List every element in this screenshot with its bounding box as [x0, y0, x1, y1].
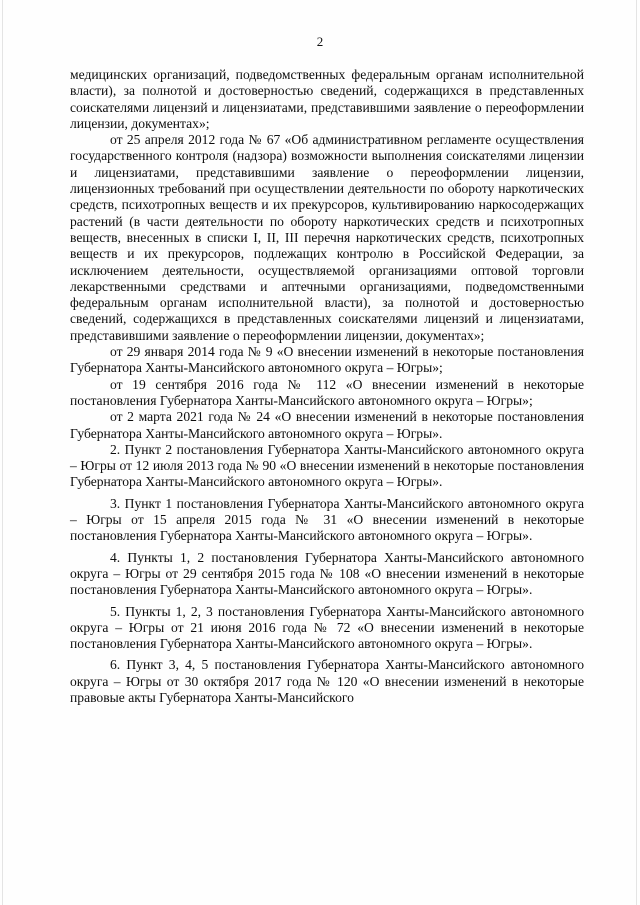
page-edge-left — [2, 0, 3, 905]
paragraph-decree-24: от 2 марта 2021 года № 24 «О внесении изменений в некоторые постановления Губернатора Ханты-Мансийского автономного округа – Югры». — [70, 409, 584, 441]
page-number: 2 — [316, 34, 324, 49]
document-body — [70, 67, 584, 706]
paragraph-item-2: 2. Пункт 2 постановления Губернатора Ханты-Мансийского автономного округа – Югры от 12 июля 2013 года № 90 «О внесении изменений в некоторые постановления Губернатора Ханты-Мансийского автономного округа – Югры». — [70, 441, 584, 490]
paragraph-decree-9: от 29 января 2014 года № 9 «О внесении изменений в некоторые постановления Губернатора Ханты-Мансийского автономного округа – Югры»; — [70, 344, 584, 376]
paragraph-item-3: 3. Пункт 1 постановления Губернатора Ханты-Мансийского автономного округа – Югры от 15 апреля 2015 года № 31 «О внесении изменений в некоторые постановления Губернатора Ханты-Мансийского автономного округа – Югры». — [70, 495, 584, 544]
paragraph-item-5: 5. Пункты 1, 2, 3 постановления Губернатора Ханты-Мансийского автономного округа – Югры от 21 июня 2016 года № 72 «О внесении изменений в некоторые постановления Губернатора Ханты-Мансийского автономного округа – Югры». — [70, 603, 584, 652]
paragraph-continuation: медицинских организаций, подведомственных федеральным органам исполнительной власти), за полнотой и достоверностью сведений, содержащихся в представленных соискателями лицензий и лицензиатами, представившими заявление о переоформлении лицензии, документах»; — [70, 67, 584, 131]
paragraph-decree-67: от 25 апреля 2012 года № 67 «Об административном регламенте осуществления государственного контроля (надзора) возможности выполнения соискателями лицензии и лицензиатами, представившими заявление о переоформлении лицензии, лицензионных требований при осуществлении деятельности по обороту наркотических средств, психотропных веществ и их прекурсоров, культивированию наркосодержащих растений (в части деятельности по обороту наркотических средств и психотропных веществ, внесенных в списки I, II, III перечня наркотических средств, психотропных веществ и их прекурсоров, подлежащих контролю в Российской Федерации, за исключением деятельности, осуществляемой организациями оптовой торговли лекарственными средствами и аптечными организациями, подведомственными федеральным органам исполнительной власти), за полнотой и достоверностью сведений, содержащихся в представленных соискателями лицензий и лицензиатами, представившими заявление о переоформлении лицензии, документах»; — [70, 132, 584, 343]
paragraph-item-4: 4. Пункты 1, 2 постановления Губернатора Ханты-Мансийского автономного округа – Югры от 29 сентября 2015 года № 108 «О внесении изменений в некоторые постановления Губернатора Ханты-Мансийского автономного округа – Югры». — [70, 549, 584, 598]
paragraph-decree-112: от 19 сентября 2016 года № 112 «О внесении изменений в некоторые постановления Губернатора Ханты-Мансийского автономного округа – Югры»; — [70, 376, 584, 408]
page-edge-right — [636, 0, 637, 905]
paragraph-item-6: 6. Пункт 3, 4, 5 постановления Губернатора Ханты-Мансийского автономного округа – Югры от 30 октября 2017 года № 120 «О внесении изменений в некоторые правовые акты Губернатора Ханты-Мансийского — [70, 657, 584, 705]
